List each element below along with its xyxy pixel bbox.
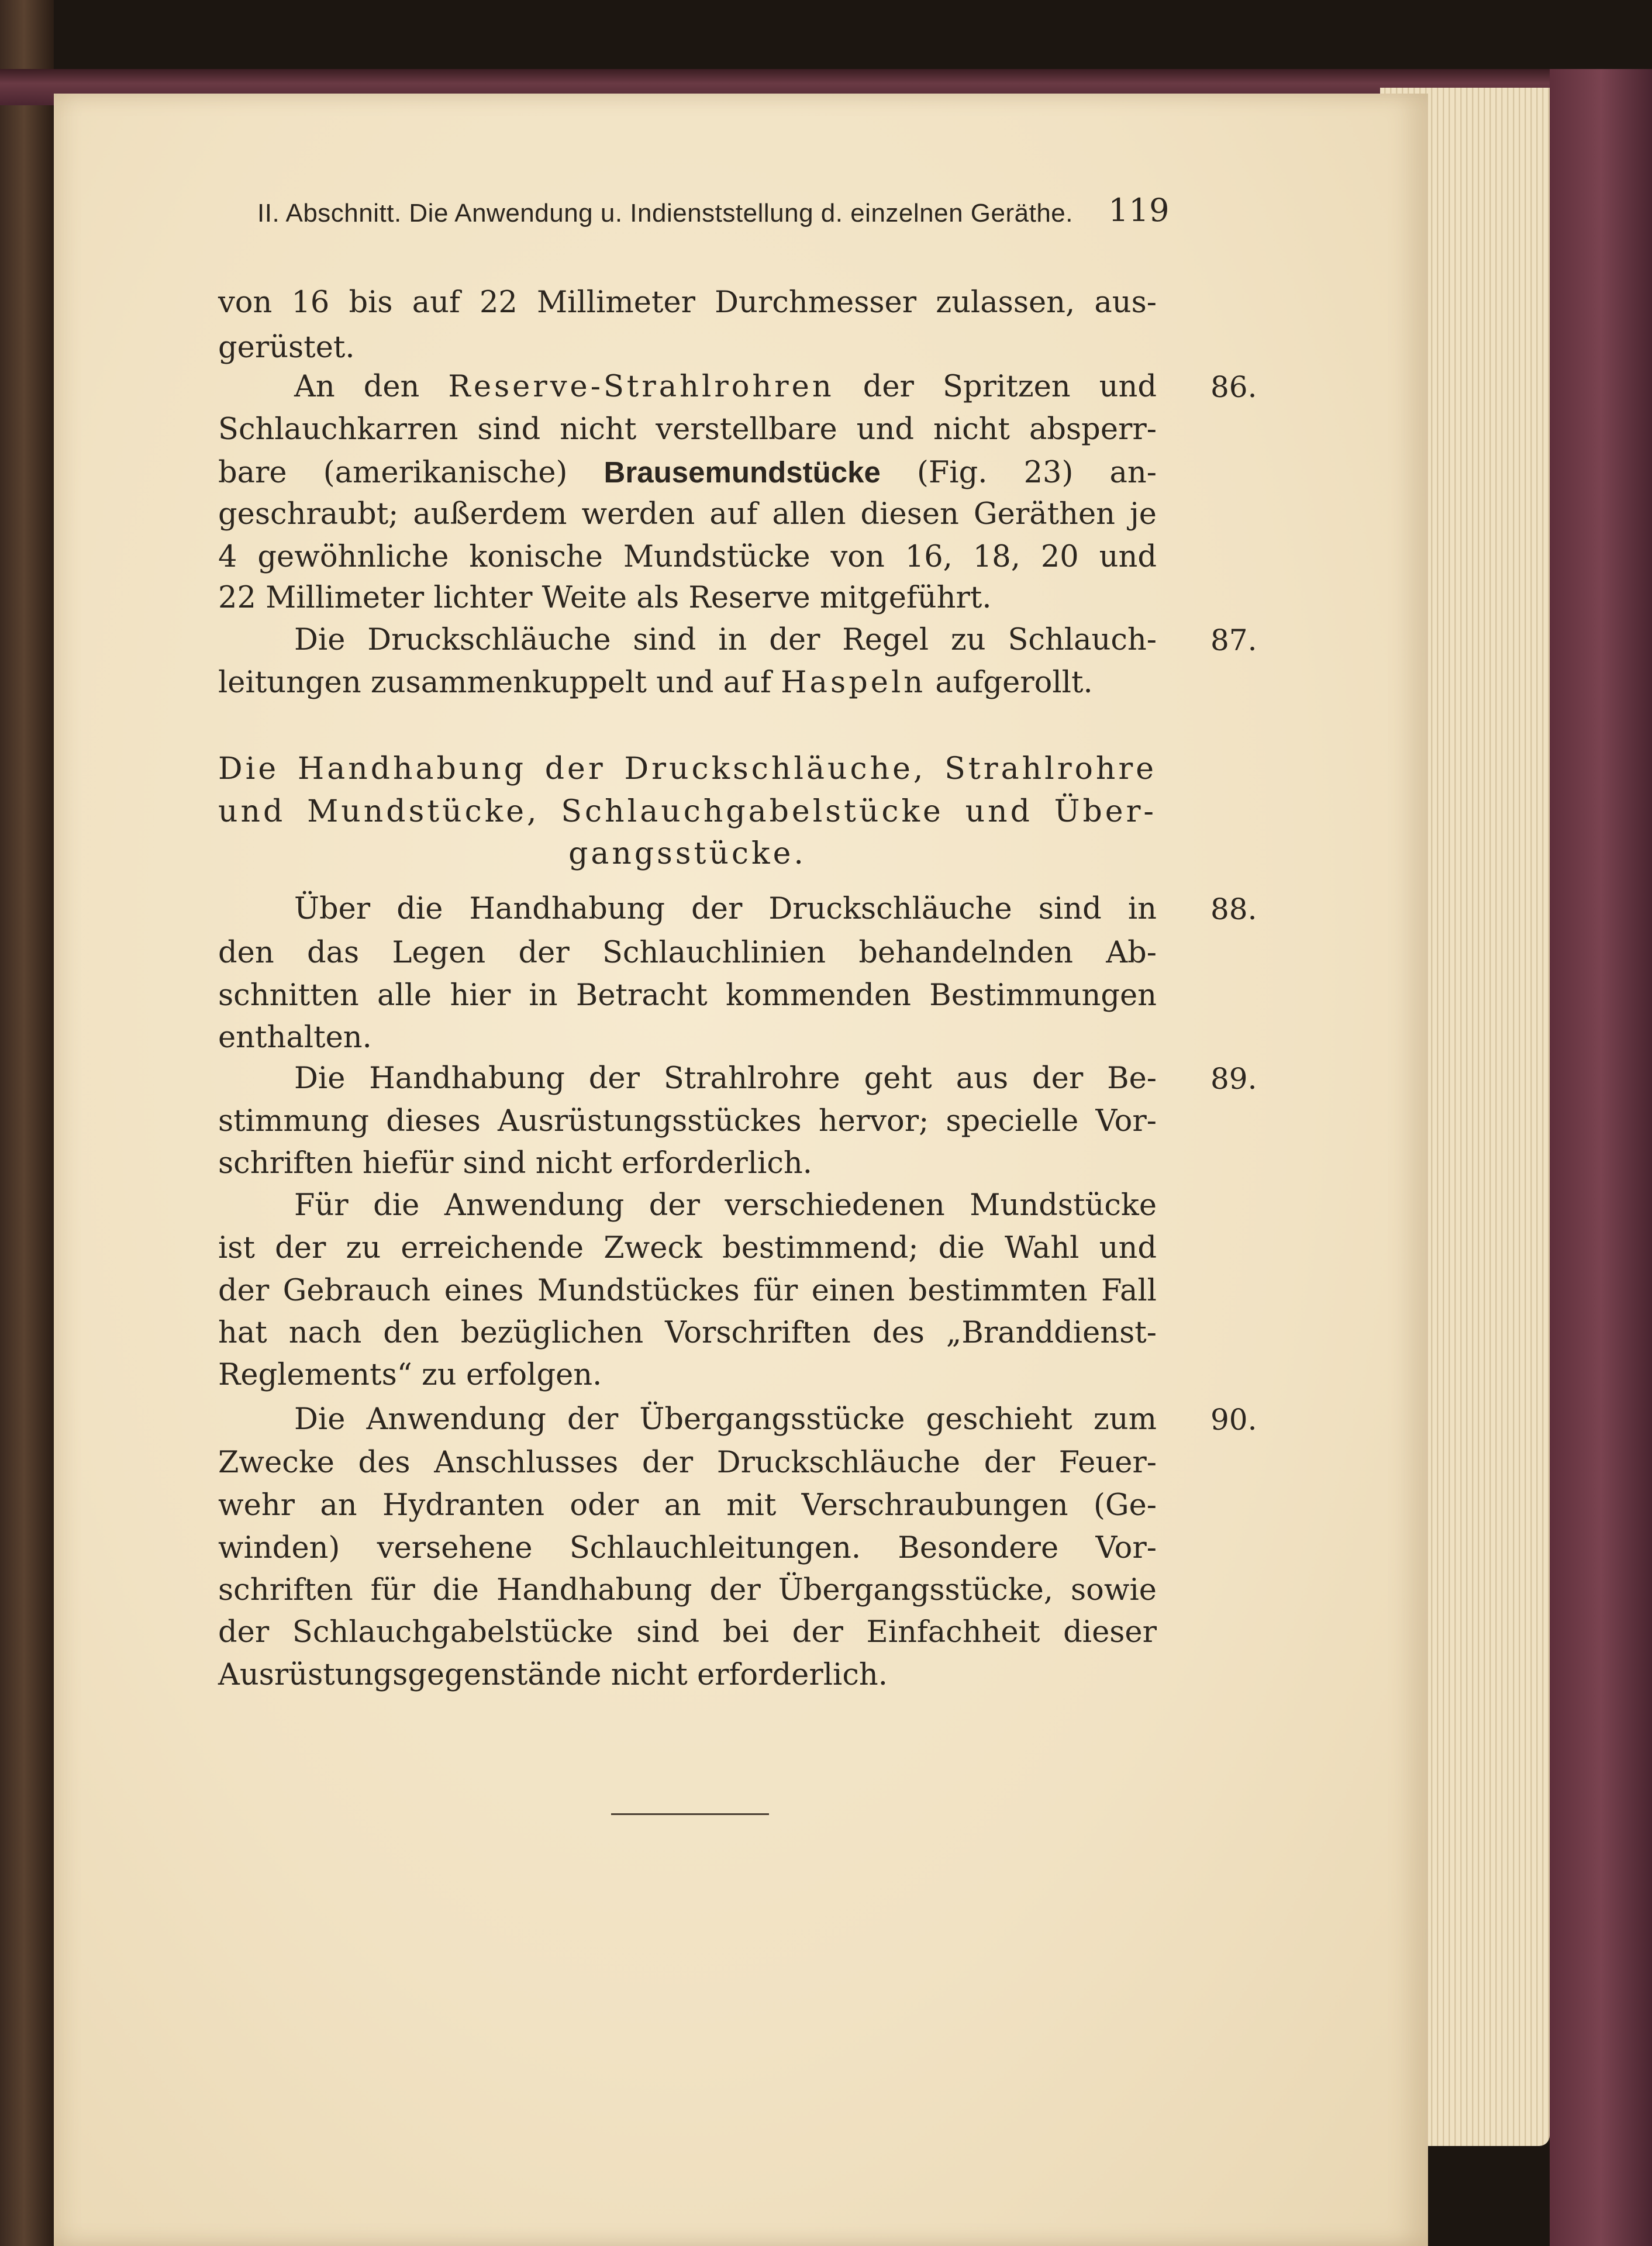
emphasized-term: Reserve-Strahlrohren (448, 370, 834, 404)
paragraph-number: 86. (1210, 370, 1257, 404)
paragraph-number: 90. (1210, 1403, 1257, 1437)
text-line: Zwecke des Anschlusses der Druckschläuche der Feuer- (218, 1445, 1157, 1480)
text-line: schnitten alle hier in Betracht kommenden Bestimmungen (218, 978, 1157, 1013)
page-number: 119 (1108, 192, 1170, 229)
text-line: 22 Millimeter lichter Weite als Reserve mitgeführt. (218, 581, 992, 615)
text-line: der Gebrauch eines Mundstückes für einen bestimmten Fall (218, 1274, 1157, 1308)
text-run: der Spritzen und (834, 370, 1157, 404)
emphasized-term: Brausemundstücke (603, 456, 881, 489)
text-run: (Fig. 23) an- (880, 456, 1157, 490)
section-heading-line: Die Handhabung der Druckschläuche, Strahlrohre (218, 751, 1157, 786)
text-line: Über die Handhabung der Druckschläuche sind in (294, 892, 1157, 926)
emphasized-term: Haspeln (781, 665, 926, 700)
text-line: von 16 bis auf 22 Millimeter Durchmesser zulassen, aus- (218, 285, 1157, 320)
text-line: Ausrüstungsgegenstände nicht erforderlich. (218, 1658, 888, 1692)
paragraph-number: 89. (1210, 1062, 1257, 1096)
text-line: Reglements“ zu erfolgen. (218, 1358, 602, 1392)
running-head (257, 192, 1170, 233)
text-line (218, 449, 1157, 496)
book-binding-left (0, 0, 54, 2246)
text-line: Die Druckschläuche sind in der Regel zu Schlauch- (294, 623, 1157, 657)
section-heading-line: gangsstücke. (568, 836, 806, 871)
text-line: wehr an Hydranten oder an mit Verschraubungen (Ge- (218, 1488, 1157, 1523)
text-run: bare (amerikanische) (218, 456, 604, 490)
text-run: leitungen zusammenkuppelt und auf (218, 665, 781, 700)
text-line: schriften hiefür sind nicht erforderlich. (218, 1146, 812, 1181)
text-line: enthalten. (218, 1020, 372, 1055)
text-line: geschraubt; außerdem werden auf allen diesen Geräthen je (218, 497, 1157, 532)
text-line: ist der zu erreichende Zweck bestimmend; die Wahl und (218, 1231, 1157, 1265)
text-line: der Schlauchgabelstücke sind bei der Einfachheit dieser (218, 1615, 1157, 1650)
text-line: Schlauchkarren sind nicht verstellbare und nicht absperr- (218, 412, 1157, 447)
paragraph-number: 88. (1210, 892, 1257, 926)
text-line: Die Handhabung der Strahlrohre geht aus der Be- (294, 1061, 1157, 1096)
running-head-title: II. Abschnitt. Die Anwendung u. Indienststellung d. einzelnen Geräthe. (257, 199, 1074, 227)
text-line (218, 660, 1157, 706)
text-run: aufgerollt. (926, 665, 1093, 700)
text-line: winden) versehene Schlauchleitungen. Besondere Vor- (218, 1531, 1157, 1565)
text-line: stimmung dieses Ausrüstungsstückes hervor; specielle Vor- (218, 1104, 1157, 1138)
section-heading-line: und Mundstücke, Schlauchgabelstücke und Über- (218, 794, 1157, 829)
text-line: den das Legen der Schlauchlinien behandelnden Ab- (218, 936, 1157, 970)
paragraph-number: 87. (1210, 623, 1257, 657)
text-line: hat nach den bezüglichen Vorschriften des „Branddienst- (218, 1316, 1157, 1350)
text-run: An den (294, 370, 449, 404)
text-line (294, 364, 1157, 410)
text-line: gerüstet. (218, 330, 355, 365)
text-line: Für die Anwendung der verschiedenen Mundstücke (294, 1188, 1157, 1223)
text-line: schriften für die Handhabung der Übergangsstücke, sowie (218, 1573, 1157, 1607)
end-rule (611, 1813, 769, 1815)
text-line: Die Anwendung der Übergangsstücke geschieht zum (294, 1402, 1157, 1437)
text-line: 4 gewöhnliche konische Mundstücke von 16, 18, 20 und (218, 540, 1157, 574)
book-cover-right (1550, 69, 1652, 2246)
